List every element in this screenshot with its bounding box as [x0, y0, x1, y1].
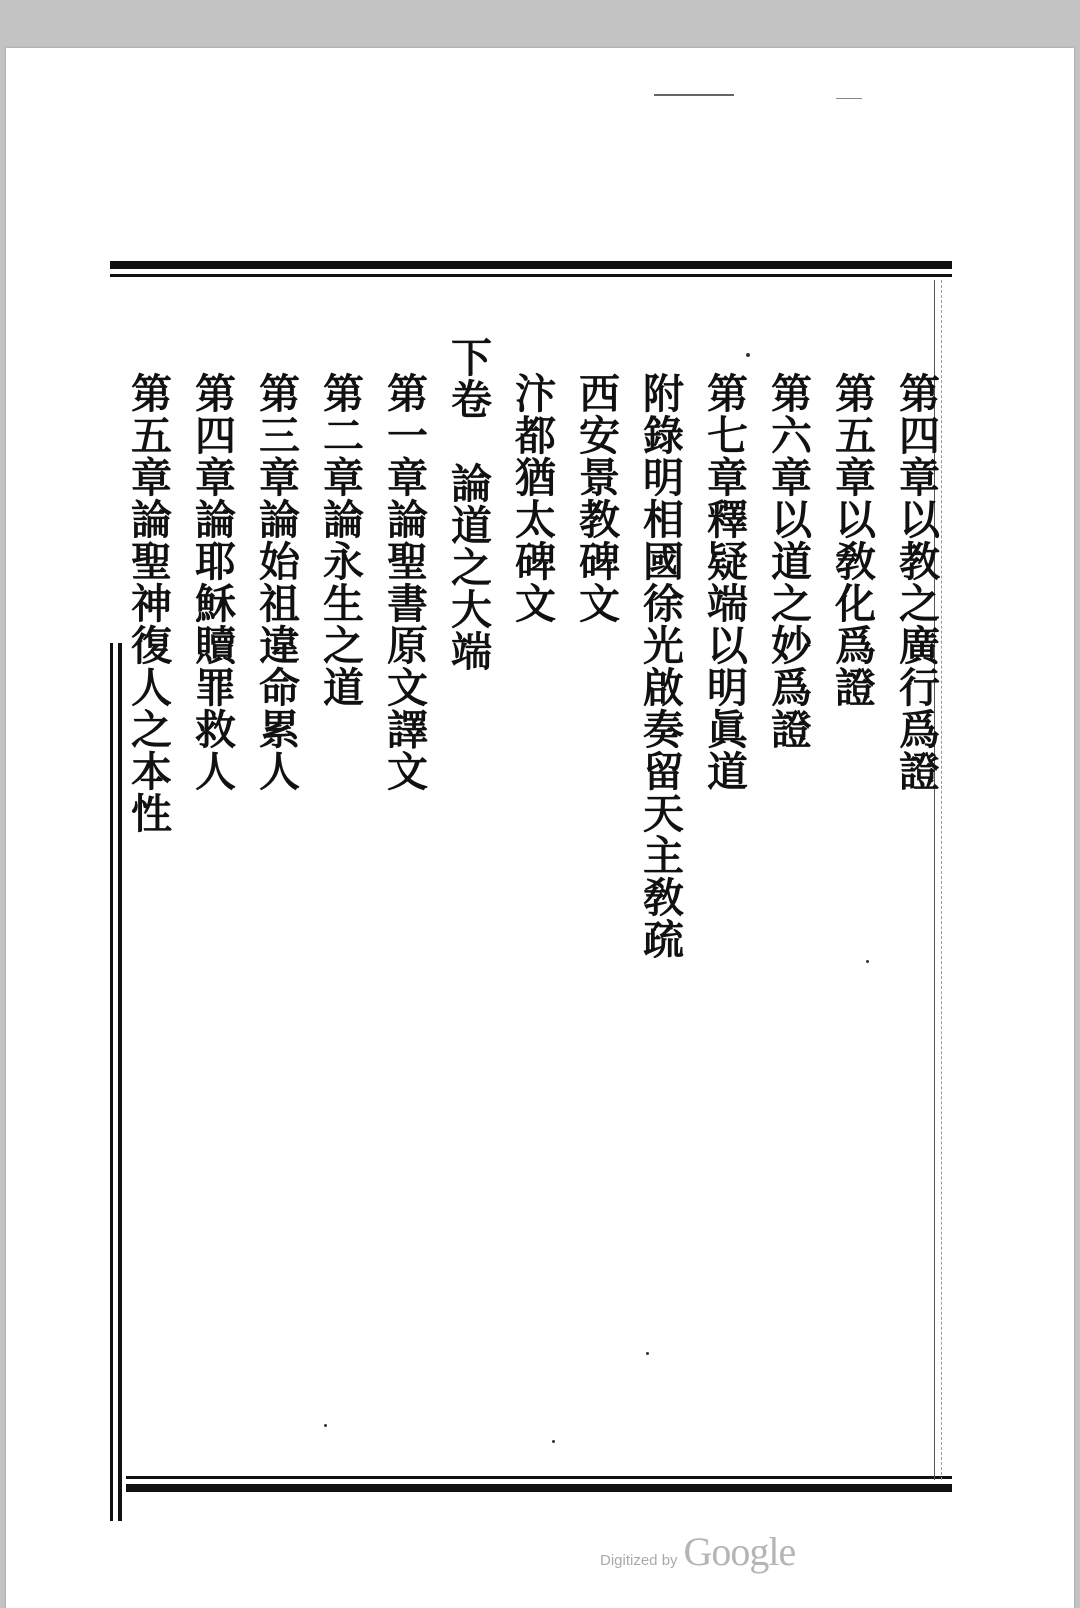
toc-entry-appendix: 西安景教碑文 — [572, 372, 620, 624]
top-rule-thick — [110, 261, 952, 269]
ink-speck — [552, 1440, 555, 1443]
toc-entry: 第五章以敎化爲證 — [828, 372, 876, 708]
ink-speck — [866, 960, 869, 963]
toc-entry: 第一章論聖書原文譯文 — [380, 372, 428, 792]
toc-entry-appendix: 附錄明相國徐光啟奏留天主敎疏 — [636, 372, 684, 960]
table-of-contents — [124, 336, 940, 960]
top-mark — [654, 94, 734, 96]
top-rule-thin — [110, 274, 952, 277]
ink-speck — [646, 1352, 649, 1355]
google-logo: Google — [683, 1529, 796, 1574]
bottom-rule-thick — [126, 1484, 952, 1492]
toc-entry: 第四章以教之廣行爲證 — [892, 372, 940, 792]
toc-entry: 第五章論聖神復人之本性 — [124, 372, 172, 834]
toc-entry: 第四章論耶穌贖罪救人 — [188, 372, 236, 792]
toc-entry: 第二章論永生之道 — [316, 372, 364, 708]
toc-volume-heading: 下卷 論道之大端 — [444, 336, 492, 672]
toc-entry-appendix: 汴都猶太碑文 — [508, 372, 556, 624]
toc-entry: 第六章以道之妙爲證 — [764, 372, 812, 750]
top-mark — [836, 98, 862, 99]
ink-speck — [324, 1424, 327, 1427]
bottom-rule-thin — [126, 1476, 952, 1479]
toc-entry: 第七章釋疑端以明眞道 — [700, 372, 748, 792]
digitized-label: Digitized by — [600, 1552, 678, 1569]
frame-left-border — [110, 643, 122, 1521]
ink-speck — [746, 353, 750, 357]
digitized-by-google-watermark — [600, 1528, 795, 1575]
toc-entry: 第三章論始祖違命累人 — [252, 372, 300, 792]
